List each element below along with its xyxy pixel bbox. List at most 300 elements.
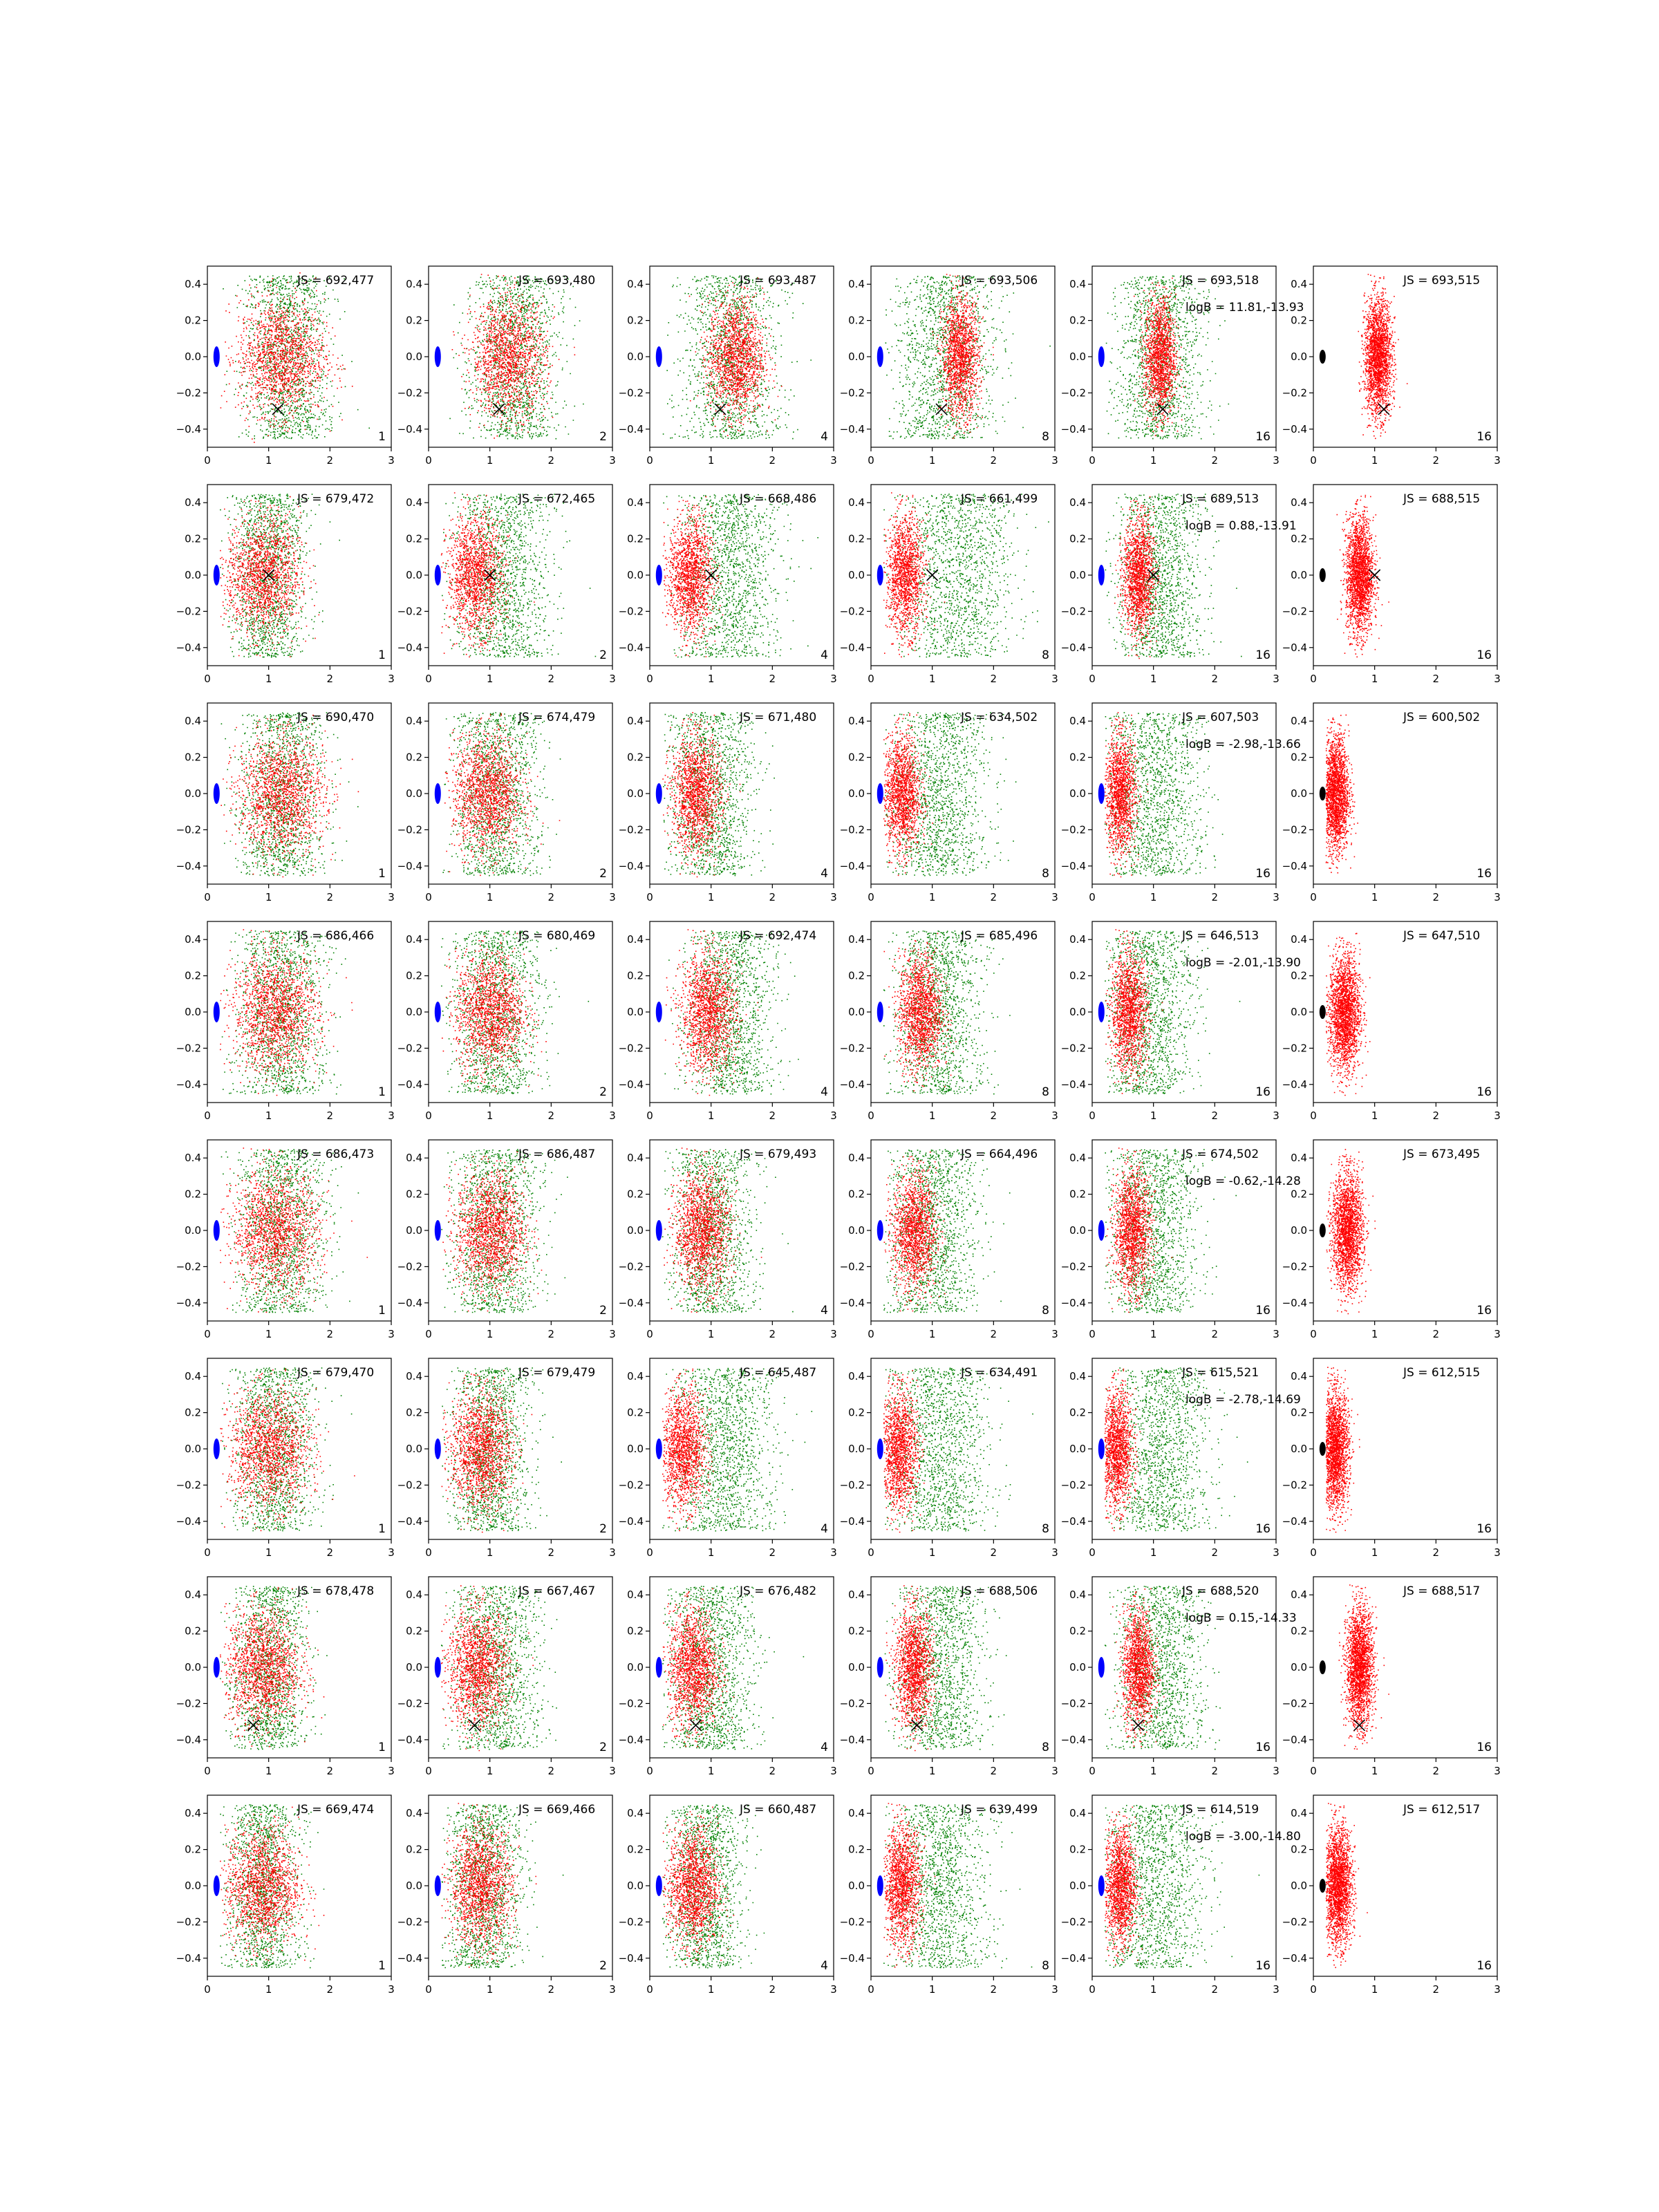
y-tick-label: −0.4 — [839, 1078, 865, 1091]
x-tick-label: 3 — [1051, 891, 1058, 903]
y-tick-label: 0.0 — [185, 787, 201, 800]
x-tick-label: 1 — [707, 1328, 715, 1340]
x-tick-label: 1 — [486, 673, 494, 685]
green-series — [220, 1586, 328, 1750]
js-annotation: JS = 668,486 — [740, 492, 817, 506]
scatter-points — [885, 274, 1051, 439]
scatter-points — [220, 1804, 324, 1968]
corner-label: 8 — [1042, 1304, 1049, 1318]
corner-label: 16 — [1477, 1522, 1492, 1536]
subplot-r4-c1 — [176, 921, 395, 1122]
x-tick-label: 3 — [388, 1765, 395, 1777]
subplot-r8-c5 — [1061, 1795, 1301, 1996]
x-tick-label: 3 — [1273, 1983, 1280, 1996]
y-tick-label: 0.2 — [1069, 532, 1086, 545]
y-tick-label: −0.2 — [1060, 1260, 1086, 1273]
y-tick-label: −0.2 — [839, 605, 865, 618]
y-tick-label: −0.4 — [1282, 1296, 1307, 1309]
x-marker — [706, 570, 717, 581]
y-tick-label: −0.2 — [618, 823, 644, 836]
y-tick-label: 0.0 — [1291, 1661, 1307, 1674]
x-tick-label: 0 — [1089, 1765, 1096, 1777]
red-series — [1107, 1147, 1173, 1313]
scatter-points — [1105, 1586, 1221, 1750]
y-tick-label: 0.4 — [406, 1152, 422, 1165]
y-tick-label: 0.2 — [627, 314, 644, 327]
x-tick-label: 1 — [1150, 1765, 1157, 1777]
subplot-r3-c2 — [397, 703, 616, 903]
cluster-marker — [656, 1657, 662, 1678]
x-tick-label: 0 — [1310, 454, 1317, 467]
y-tick-label: 0.2 — [1291, 751, 1307, 764]
cluster-marker — [877, 565, 883, 585]
y-tick-label: −0.4 — [397, 1733, 422, 1746]
subplot-r5-c6 — [1282, 1140, 1501, 1340]
subplot-r8-c3 — [619, 1795, 837, 1996]
scatter-points — [442, 1803, 564, 1968]
y-tick-label: 0.4 — [406, 715, 422, 728]
x-tick-label: 1 — [486, 891, 494, 903]
corner-label: 2 — [599, 430, 607, 444]
y-tick-label: 0.0 — [627, 1661, 644, 1674]
y-tick-label: 0.4 — [1069, 1807, 1086, 1820]
y-tick-label: 0.4 — [627, 933, 644, 946]
x-marker — [272, 404, 283, 415]
cluster-marker — [877, 1657, 883, 1678]
cluster-marker — [435, 565, 441, 585]
y-tick-label: −0.4 — [397, 1078, 422, 1091]
subplot-r2-c2 — [397, 485, 616, 685]
y-tick-label: −0.4 — [1282, 1515, 1307, 1528]
y-tick-label: 0.2 — [848, 1624, 865, 1638]
x-tick-label: 1 — [1371, 673, 1378, 685]
y-tick-label: −0.4 — [839, 1296, 865, 1309]
y-tick-label: −0.4 — [1060, 1733, 1086, 1746]
corner-label: 16 — [1477, 430, 1492, 444]
x-marker — [494, 404, 505, 415]
scatter-points — [1326, 1367, 1360, 1533]
y-tick-label: 0.4 — [406, 1588, 422, 1602]
js-annotation: JS = 692,474 — [740, 929, 817, 943]
x-tick-label: 2 — [769, 1546, 776, 1559]
y-tick-label: −0.4 — [1282, 1951, 1307, 1965]
y-tick-label: −0.2 — [839, 1042, 865, 1055]
x-tick-label: 3 — [609, 891, 616, 903]
y-tick-label: −0.2 — [1060, 1479, 1086, 1492]
cluster-marker — [435, 346, 441, 367]
y-tick-label: 0.0 — [1069, 350, 1086, 363]
js-annotation: JS = 686,473 — [297, 1147, 375, 1161]
corner-label: 16 — [1255, 648, 1271, 662]
y-tick-label: −0.4 — [618, 422, 644, 435]
red-series — [1326, 1803, 1368, 1968]
y-tick-label: −0.4 — [839, 1733, 865, 1746]
scatter-points — [885, 1585, 1007, 1751]
axes-frame — [207, 1795, 391, 1976]
corner-label: 1 — [378, 430, 386, 444]
axes-frame — [1313, 485, 1497, 666]
x-tick-label: 2 — [1211, 1546, 1219, 1559]
corner-label: 4 — [821, 1522, 828, 1536]
x-tick-label: 3 — [1051, 1109, 1058, 1122]
y-tick-label: −0.2 — [1282, 1479, 1307, 1492]
js-annotation: JS = 679,470 — [297, 1366, 375, 1380]
x-tick-label: 3 — [1273, 891, 1280, 903]
y-tick-label: 0.4 — [1069, 933, 1086, 946]
x-tick-label: 1 — [486, 1109, 494, 1122]
x-tick-label: 2 — [1432, 891, 1440, 903]
subplot-r2-c1 — [176, 485, 395, 685]
cluster-marker — [877, 1220, 883, 1241]
y-tick-label: 0.4 — [1291, 496, 1307, 509]
corner-label: 2 — [599, 1304, 607, 1318]
red-series — [664, 1147, 762, 1313]
x-tick-label: 0 — [204, 673, 211, 685]
y-tick-label: 0.2 — [1069, 1843, 1086, 1856]
y-tick-label: −0.2 — [1282, 1697, 1307, 1710]
x-tick-label: 2 — [547, 454, 555, 467]
subplot-r6-c5 — [1061, 1358, 1301, 1559]
red-series — [883, 713, 942, 876]
corner-label: 4 — [821, 1741, 828, 1754]
y-tick-label: −0.2 — [839, 1915, 865, 1929]
cluster-marker — [214, 346, 220, 367]
y-tick-label: −0.2 — [176, 605, 201, 618]
x-tick-label: 1 — [265, 454, 272, 467]
axes-frame — [429, 1358, 612, 1539]
js-annotation: JS = 688,506 — [961, 1584, 1038, 1598]
y-tick-label: 0.2 — [185, 751, 201, 764]
js-annotation: JS = 688,515 — [1403, 492, 1481, 506]
scatter-points — [441, 1585, 557, 1751]
subplot-r6-c3 — [619, 1358, 837, 1559]
y-tick-label: −0.2 — [618, 1697, 644, 1710]
y-tick-label: −0.2 — [618, 1042, 644, 1055]
x-tick-label: 3 — [1494, 454, 1501, 467]
x-tick-label: 3 — [609, 1109, 616, 1122]
logb-annotation: logB = -3.00,-14.80 — [1185, 1830, 1301, 1844]
y-tick-label: 0.2 — [406, 751, 422, 764]
scatter-points — [662, 1147, 794, 1313]
y-tick-label: −0.2 — [1282, 1042, 1307, 1055]
js-annotation: JS = 686,487 — [518, 1147, 596, 1161]
x-tick-label: 1 — [486, 454, 494, 467]
y-tick-label: 0.0 — [185, 1224, 201, 1237]
subplot-r3-c5 — [1061, 703, 1301, 903]
corner-label: 16 — [1477, 648, 1492, 662]
y-tick-label: 0.2 — [406, 1188, 422, 1201]
corner-label: 16 — [1477, 1304, 1492, 1318]
y-tick-label: −0.2 — [1060, 1697, 1086, 1710]
axes-frame — [1092, 703, 1276, 884]
green-series — [441, 1149, 568, 1313]
subplot-r5-c1 — [176, 1140, 395, 1340]
y-tick-label: 0.4 — [1069, 496, 1086, 509]
axes-frame — [429, 1795, 612, 1976]
x-tick-label: 1 — [1371, 1765, 1378, 1777]
y-tick-label: 0.4 — [848, 715, 865, 728]
x-tick-label: 2 — [547, 673, 555, 685]
y-tick-label: 0.0 — [185, 569, 201, 581]
x-tick-label: 2 — [990, 673, 997, 685]
scatter-points — [883, 930, 1011, 1094]
y-tick-label: 0.4 — [848, 278, 865, 291]
y-tick-label: −0.4 — [1060, 422, 1086, 435]
x-tick-label: 2 — [326, 1765, 334, 1777]
x-tick-label: 0 — [1089, 454, 1096, 467]
x-tick-label: 1 — [928, 1546, 936, 1559]
logb-annotation: logB = 0.15,-14.33 — [1185, 1611, 1297, 1625]
subplot-r6-c6 — [1282, 1358, 1501, 1559]
scatter-points — [883, 1803, 1032, 1968]
corner-label: 8 — [1042, 1522, 1049, 1536]
js-annotation: JS = 693,480 — [518, 274, 596, 288]
subplot-r8-c4 — [840, 1795, 1058, 1996]
subplot-r1-c6 — [1282, 266, 1501, 467]
logb-annotation: logB = -2.01,-13.90 — [1185, 956, 1301, 970]
axes-frame — [1092, 1577, 1276, 1758]
subplot-r5-c3 — [619, 1140, 837, 1340]
y-tick-label: −0.4 — [1060, 1078, 1086, 1091]
y-tick-label: −0.2 — [618, 1479, 644, 1492]
y-tick-label: −0.4 — [839, 859, 865, 872]
cluster-marker — [1320, 1005, 1326, 1019]
y-tick-label: 0.2 — [185, 1843, 201, 1856]
scatter-points — [441, 492, 596, 657]
js-annotation: JS = 678,478 — [297, 1584, 375, 1598]
y-tick-label: 0.2 — [406, 314, 422, 327]
y-tick-label: −0.4 — [1282, 422, 1307, 435]
x-tick-label: 3 — [830, 673, 837, 685]
scatter-points — [1326, 1803, 1368, 1968]
cluster-marker — [656, 1875, 662, 1896]
y-tick-label: 0.2 — [1291, 314, 1307, 327]
x-tick-label: 2 — [769, 454, 776, 467]
x-tick-label: 2 — [326, 1328, 334, 1340]
x-tick-label: 0 — [425, 1546, 432, 1559]
x-tick-label: 2 — [1432, 1109, 1440, 1122]
x-tick-label: 3 — [830, 891, 837, 903]
y-tick-label: 0.0 — [406, 1443, 422, 1455]
x-tick-label: 3 — [830, 1109, 837, 1122]
y-tick-label: 0.4 — [1069, 1370, 1086, 1383]
subplot-r7-c3 — [619, 1577, 837, 1777]
y-tick-label: −0.4 — [618, 1078, 644, 1091]
x-tick-label: 2 — [1211, 673, 1219, 685]
x-tick-label: 1 — [1371, 1546, 1378, 1559]
x-tick-label: 2 — [326, 454, 334, 467]
x-tick-label: 2 — [326, 1546, 334, 1559]
axes-frame — [650, 1795, 834, 1976]
scatter-points — [449, 274, 583, 439]
red-series — [662, 712, 740, 877]
x-tick-label: 3 — [609, 454, 616, 467]
x-tick-label: 0 — [1089, 1109, 1096, 1122]
x-tick-label: 2 — [326, 1109, 334, 1122]
js-annotation: JS = 645,487 — [740, 1366, 817, 1380]
y-tick-label: −0.4 — [618, 1296, 644, 1309]
x-tick-label: 1 — [707, 1983, 715, 1996]
corner-label: 16 — [1255, 1522, 1271, 1536]
cluster-marker — [1320, 568, 1326, 582]
axes-frame — [1092, 485, 1276, 666]
green-series — [442, 494, 596, 657]
scatter-points — [883, 712, 1017, 876]
corner-label: 1 — [378, 867, 386, 881]
cluster-marker — [656, 1220, 662, 1241]
scatter-points — [1105, 1804, 1259, 1968]
x-tick-label: 3 — [1494, 1983, 1501, 1996]
x-tick-label: 3 — [830, 1328, 837, 1340]
subplot-r7-c2 — [397, 1577, 616, 1777]
corner-label: 1 — [378, 1959, 386, 1973]
y-tick-label: −0.2 — [839, 386, 865, 400]
y-tick-label: −0.4 — [618, 859, 644, 872]
js-annotation: JS = 685,496 — [961, 929, 1038, 943]
scatter-points — [442, 1367, 562, 1533]
y-tick-label: 0.4 — [627, 715, 644, 728]
x-tick-label: 2 — [1432, 1983, 1440, 1996]
x-tick-label: 0 — [1310, 1328, 1317, 1340]
y-tick-label: 0.0 — [185, 1006, 201, 1018]
y-tick-label: −0.4 — [397, 641, 422, 654]
y-tick-label: 0.4 — [1291, 278, 1307, 291]
corner-label: 2 — [599, 648, 607, 662]
cluster-marker — [435, 1875, 441, 1896]
y-tick-label: 0.4 — [627, 1588, 644, 1602]
x-tick-label: 1 — [1150, 1983, 1157, 1996]
js-annotation: JS = 693,487 — [740, 274, 817, 288]
y-tick-label: 0.2 — [1291, 1406, 1307, 1419]
scatter-points — [1105, 929, 1240, 1094]
corner-label: 4 — [821, 1085, 828, 1099]
corner-label: 1 — [378, 1522, 386, 1536]
x-tick-label: 1 — [1150, 673, 1157, 685]
axes-frame — [1313, 1577, 1497, 1758]
y-tick-label: 0.4 — [627, 1370, 644, 1383]
x-tick-label: 1 — [1371, 1983, 1378, 1996]
y-tick-label: 0.4 — [406, 278, 422, 291]
scatter-points — [1105, 1147, 1237, 1313]
x-tick-label: 3 — [1273, 1109, 1280, 1122]
subplot-r1-c3 — [619, 266, 837, 467]
x-tick-label: 1 — [1371, 1109, 1378, 1122]
y-tick-label: −0.2 — [397, 823, 422, 836]
x-tick-label: 3 — [388, 1546, 395, 1559]
y-tick-label: 0.4 — [406, 933, 422, 946]
js-annotation: JS = 612,515 — [1403, 1366, 1481, 1380]
x-tick-label: 0 — [425, 1983, 432, 1996]
x-tick-label: 0 — [425, 1109, 432, 1122]
x-tick-label: 1 — [486, 1983, 494, 1996]
x-tick-label: 3 — [1051, 1328, 1058, 1340]
y-tick-label: −0.2 — [176, 823, 201, 836]
corner-label: 2 — [599, 1959, 607, 1973]
x-tick-label: 1 — [707, 891, 715, 903]
y-tick-label: 0.4 — [185, 1152, 201, 1165]
subplot-r2-c4 — [840, 485, 1064, 685]
y-tick-label: 0.2 — [848, 1188, 865, 1201]
x-tick-label: 0 — [646, 1765, 653, 1777]
y-tick-label: −0.4 — [176, 1951, 201, 1965]
corner-label: 16 — [1255, 430, 1271, 444]
y-tick-label: −0.4 — [839, 641, 865, 654]
subplot-r4-c6 — [1282, 921, 1501, 1122]
y-tick-label: 0.4 — [185, 933, 201, 946]
y-tick-label: 0.2 — [1291, 1188, 1307, 1201]
axes-frame — [207, 485, 391, 666]
corner-label: 1 — [378, 1304, 386, 1318]
x-tick-label: 0 — [204, 1983, 211, 1996]
scatter-points — [665, 929, 799, 1096]
x-tick-label: 0 — [646, 1109, 653, 1122]
y-tick-label: 0.2 — [406, 1624, 422, 1638]
x-tick-label: 0 — [425, 673, 432, 685]
subplot-r8-c2 — [397, 1795, 616, 1996]
x-tick-label: 0 — [646, 673, 653, 685]
scatter-points — [662, 1368, 812, 1532]
scatter-points — [1339, 1584, 1389, 1750]
x-tick-label: 3 — [830, 454, 837, 467]
y-tick-label: 0.4 — [848, 1807, 865, 1820]
x-tick-label: 2 — [1432, 454, 1440, 467]
scatter-points — [1105, 1367, 1248, 1531]
y-tick-label: −0.2 — [176, 1260, 201, 1273]
y-tick-label: −0.4 — [618, 641, 644, 654]
axes-frame — [429, 1140, 612, 1321]
y-tick-label: 0.4 — [848, 1588, 865, 1602]
corner-label: 4 — [821, 1304, 828, 1318]
y-tick-label: 0.4 — [1069, 278, 1086, 291]
x-tick-label: 0 — [1310, 1109, 1317, 1122]
y-tick-label: 0.0 — [1069, 1006, 1086, 1018]
y-tick-label: −0.2 — [1060, 1915, 1086, 1929]
x-tick-label: 2 — [547, 1546, 555, 1559]
y-tick-label: 0.0 — [848, 1661, 865, 1674]
js-annotation: JS = 671,480 — [740, 711, 817, 724]
y-tick-label: 0.4 — [1069, 1152, 1086, 1165]
scatter-points — [662, 712, 775, 877]
y-tick-label: 0.2 — [627, 1624, 644, 1638]
x-tick-label: 2 — [1211, 891, 1219, 903]
js-annotation: JS = 672,465 — [518, 492, 596, 506]
corner-label: 2 — [599, 1741, 607, 1754]
corner-label: 8 — [1042, 430, 1049, 444]
cluster-marker — [1320, 787, 1326, 800]
cluster-marker — [214, 1657, 220, 1678]
corner-label: 16 — [1255, 1085, 1271, 1099]
js-annotation: JS = 664,496 — [961, 1147, 1038, 1161]
subplot-r2-c3 — [619, 485, 837, 685]
corner-label: 1 — [378, 648, 386, 662]
y-tick-label: 0.4 — [1291, 715, 1307, 728]
subplot-r2-c5 — [1061, 485, 1297, 685]
x-tick-label: 2 — [769, 1328, 776, 1340]
green-series — [441, 1586, 557, 1750]
subplot-r3-c4 — [840, 703, 1058, 903]
js-annotation: JS = 660,487 — [740, 1803, 817, 1817]
x-tick-label: 0 — [868, 454, 874, 467]
y-tick-label: 0.0 — [1291, 1880, 1307, 1892]
y-tick-label: 0.4 — [1069, 715, 1086, 728]
subplot-r4-c5 — [1061, 921, 1301, 1122]
logb-annotation: logB = 11.81,-13.93 — [1185, 301, 1304, 315]
logb-annotation: logB = -2.98,-13.66 — [1185, 738, 1301, 751]
y-tick-label: 0.0 — [627, 1224, 644, 1237]
x-tick-label: 3 — [609, 1765, 616, 1777]
y-tick-label: 0.4 — [627, 496, 644, 509]
subplot-r7-c4 — [840, 1577, 1058, 1777]
